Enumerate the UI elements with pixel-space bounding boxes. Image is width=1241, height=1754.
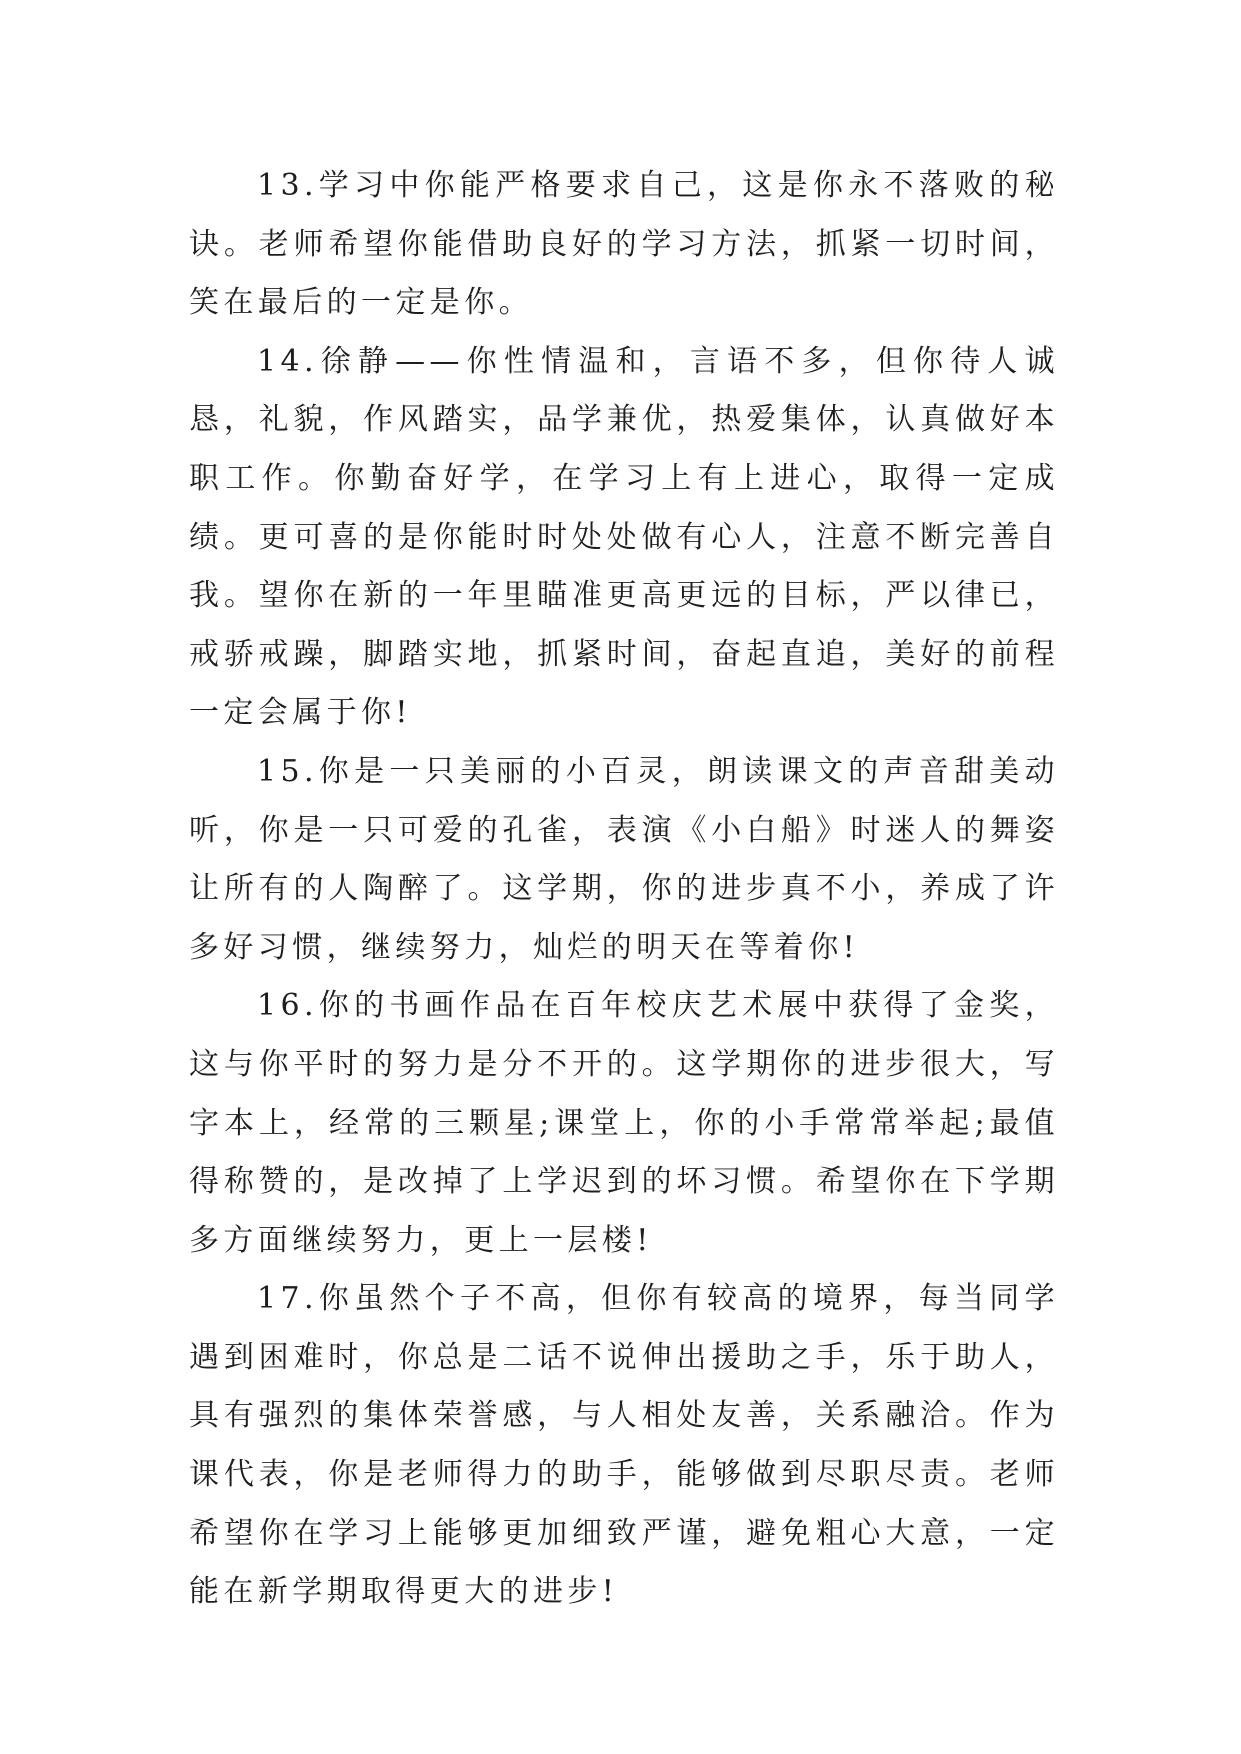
document-body <box>189 157 1059 1622</box>
paragraph-13: 13.学习中你能严格要求自己，这是你永不落败的秘诀。老师希望你能借助良好的学习方法，抓紧一切时间，笑在最后的一定是你。 <box>189 168 1059 321</box>
paragraph-15: 15.你是一只美丽的小百灵，朗读课文的声音甜美动听，你是一只可爱的孔雀，表演《小白船》时迷人的舞姿让所有的人陶醉了。这学期，你的进步真不小，养成了许多好习惯，继续努力，灿烂的明天在等着你! <box>189 753 1059 965</box>
paragraph-17: 17.你虽然个子不高，但你有较高的境界，每当同学遇到困难时，你总是二话不说伸出援助之手，乐于助人，具有强烈的集体荣誉感，与人相处友善，关系融洽。作为课代表，你是老师得力的助手，能够做到尽职尽责。老师希望你在学习上能够更加细致严谨，避免粗心大意，一定能在新学期取得更大的进步! <box>189 1281 1059 1610</box>
paragraph-16: 16.你的书画作品在百年校庆艺术展中获得了金奖，这与你平时的努力是分不开的。这学期你的进步很大，写字本上，经常的三颗星;课堂上，你的小手常常举起;最值得称赞的，是改掉了上学迟到的坏习惯。希望你在下学期多方面继续努力，更上一层楼! <box>189 988 1059 1258</box>
paragraph-14: 14.徐静——你性情温和，言语不多，但你待人诚恳，礼貌，作风踏实，品学兼优，热爱集体，认真做好本职工作。你勤奋好学，在学习上有上进心，取得一定成绩。更可喜的是你能时时处处做有心人，注意不断完善自我。望你在新的一年里瞄准更高更远的目标，严以律已，戒骄戒躁，脚踏实地，抓紧时间，奋起直追，美好的前程一定会属于你! <box>189 343 1059 731</box>
